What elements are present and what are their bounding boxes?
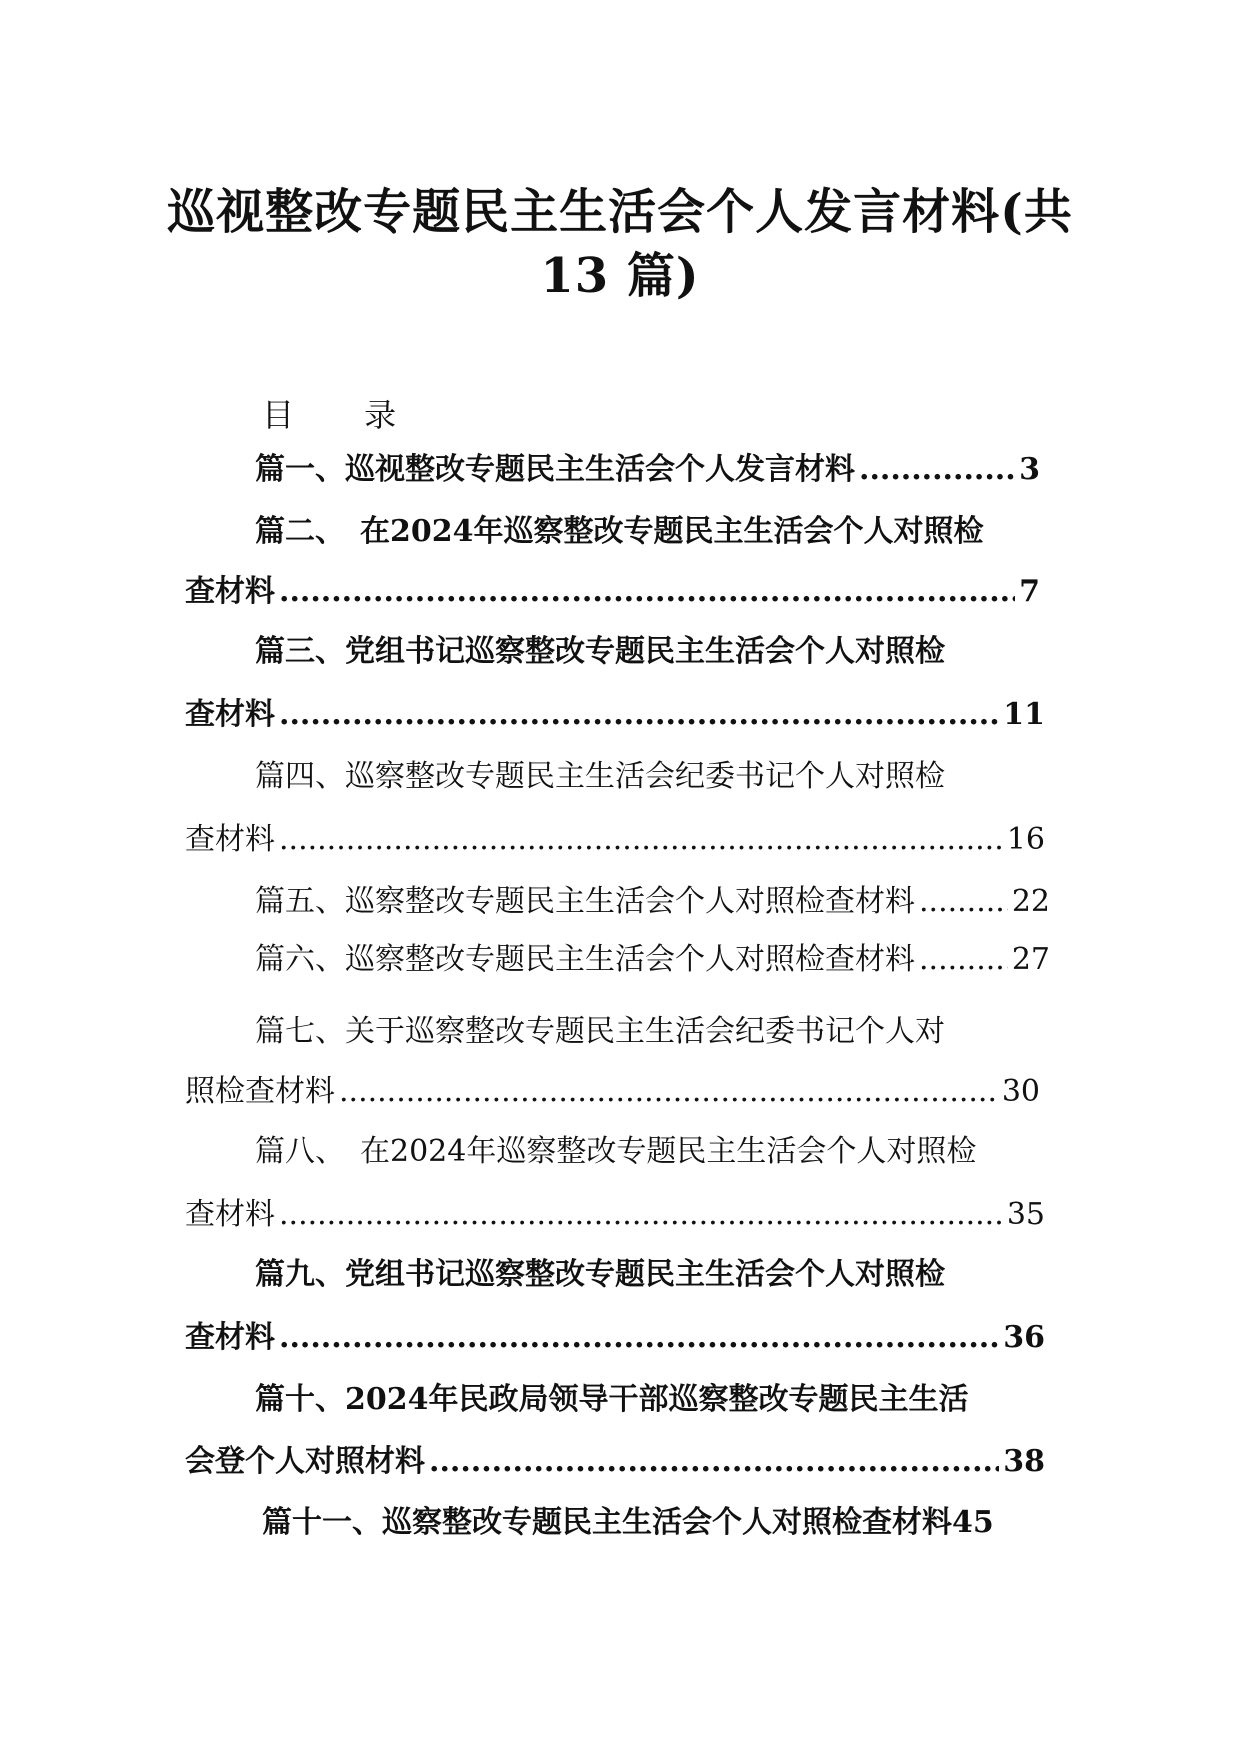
document-title: [150, 180, 1090, 308]
toc-entry-2[interactable]: [185, 572, 1040, 612]
toc-page-number: 30: [1001, 1074, 1040, 1109]
toc-entry-title: 篇一、巡视整改专题民主生活会个人发言材料: [255, 452, 855, 487]
toc-entry-title: 会登个人对照材料: [185, 1444, 425, 1479]
toc-page-number: 45: [952, 1505, 994, 1540]
toc-entry-title: 查材料: [185, 822, 275, 857]
toc-page-number: 35: [1006, 1197, 1045, 1232]
toc-entry-8[interactable]: [185, 1195, 1045, 1235]
toc-page-number: 38: [1003, 1444, 1045, 1479]
toc-entry-2-line1[interactable]: 篇二、 在2024年巡察整改专题民主生活会个人对照检: [255, 514, 984, 549]
toc-entry-4-line1[interactable]: 篇四、巡察整改专题民主生活会纪委书记个人对照检: [255, 759, 945, 794]
toc-entry-title: 篇十一、巡察整改专题民主生活会个人对照检查材料: [262, 1505, 952, 1540]
toc-page-number: 36: [1003, 1320, 1045, 1355]
toc-entry-11[interactable]: [262, 1503, 1062, 1543]
toc-entry-title: 查材料: [185, 1197, 275, 1232]
toc-entry-5[interactable]: [255, 882, 1050, 922]
toc-dot-leader: [279, 695, 999, 735]
toc-dot-leader: [429, 1442, 999, 1482]
title-line-1: 巡视整改专题民主生活会个人发言材料(共: [167, 184, 1073, 240]
toc-entry-title: 篇六、巡察整改专题民主生活会个人对照检查材料: [255, 942, 915, 977]
toc-dot-leader: [279, 1318, 999, 1358]
toc-entry-1[interactable]: [255, 450, 1040, 490]
toc-entry-6[interactable]: [255, 940, 1050, 980]
toc-dot-leader: [279, 1195, 1003, 1235]
toc-page-number: 7: [1019, 574, 1040, 609]
toc-entry-8-line1[interactable]: 篇八、 在2024年巡察整改专题民主生活会个人对照检: [255, 1134, 977, 1169]
toc-entry-title: 查材料: [185, 574, 275, 609]
toc-page-number: 3: [1019, 452, 1040, 487]
toc-entry-7-line1[interactable]: 篇七、关于巡察整改专题民主生活会纪委书记个人对: [255, 1014, 945, 1049]
toc-dot-leader: [279, 820, 1003, 860]
toc-entry-7[interactable]: [185, 1072, 1040, 1112]
toc-page-number: 16: [1006, 822, 1045, 857]
toc-entry-9-line1[interactable]: 篇九、党组书记巡察整改专题民主生活会个人对照检: [255, 1257, 945, 1292]
toc-heading: 目 录: [262, 396, 427, 434]
toc-dot-leader: [339, 1072, 998, 1112]
title-line-2: 13 篇): [540, 248, 700, 304]
toc-dot-leader: [919, 940, 1008, 980]
toc-entry-10[interactable]: [185, 1442, 1045, 1482]
toc-page-number: 27: [1011, 942, 1050, 977]
toc-entry-4[interactable]: [185, 820, 1045, 860]
toc-page-number: 22: [1011, 884, 1050, 919]
toc-entry-title: 查材料: [185, 697, 275, 732]
toc-dot-leader: [919, 882, 1008, 922]
toc-entry-3-line1[interactable]: 篇三、党组书记巡察整改专题民主生活会个人对照检: [255, 634, 945, 669]
toc-dot-leader: [279, 572, 1015, 612]
toc-page-number: 11: [1003, 697, 1045, 732]
toc-entry-title: 查材料: [185, 1320, 275, 1355]
toc-entry-9[interactable]: [185, 1318, 1045, 1358]
toc-entry-10-line1[interactable]: 篇十、2024年民政局领导干部巡察整改专题民主生活: [255, 1382, 969, 1417]
toc-dot-leader: [859, 450, 1015, 490]
toc-entry-title: 篇五、巡察整改专题民主生活会个人对照检查材料: [255, 884, 915, 919]
toc-entry-title: 照检查材料: [185, 1074, 335, 1109]
toc-entry-3[interactable]: [185, 695, 1045, 735]
